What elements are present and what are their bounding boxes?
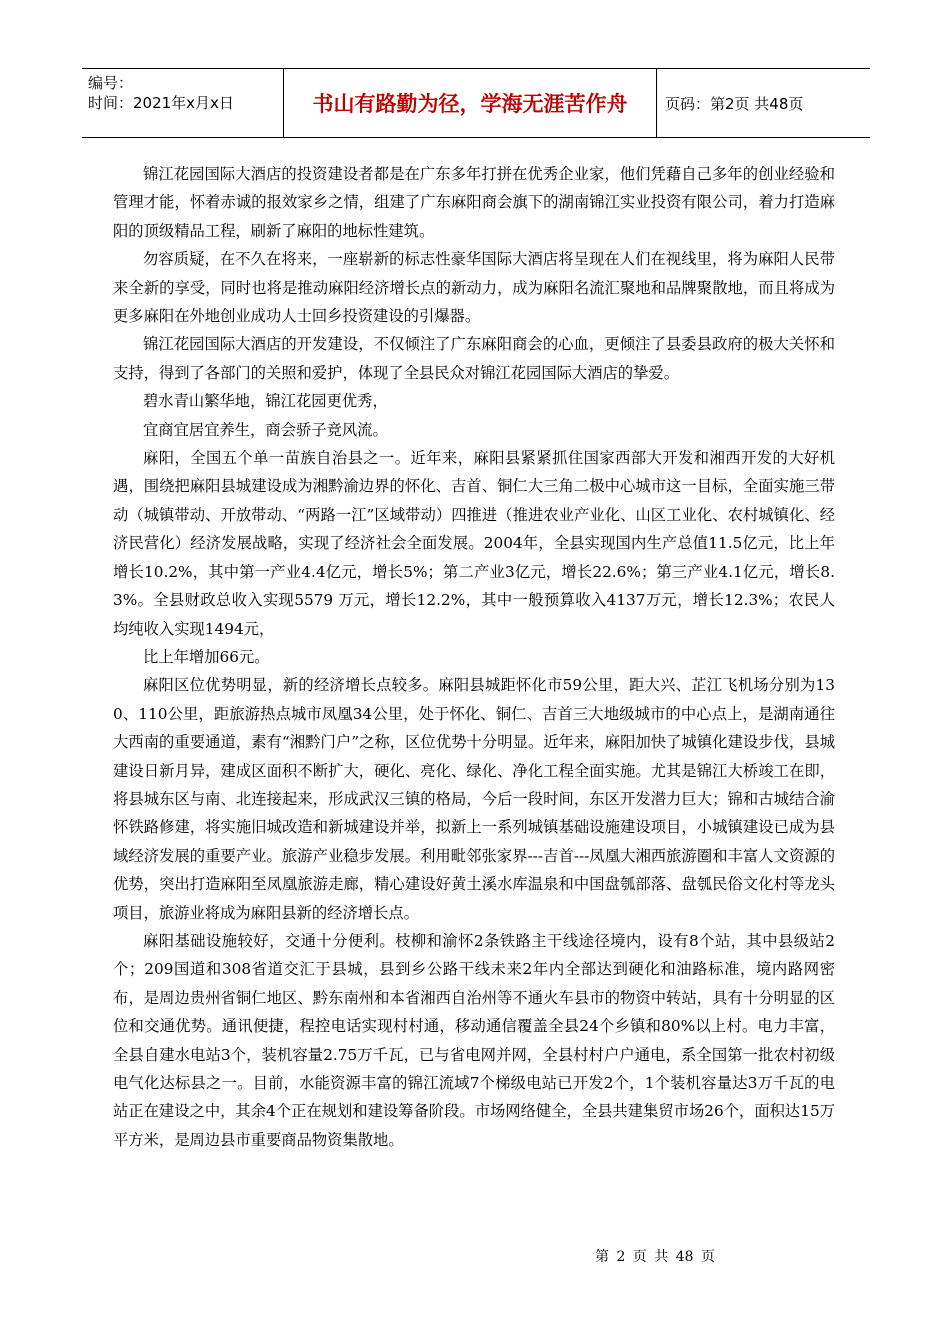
page-footer: 第 2 页 共 48 页 bbox=[595, 1249, 715, 1265]
paragraph: 麻阳，全国五个单一苗族自治县之一。近年来，麻阳县紧紧抓住国家西部大开发和湘西开发的大好机遇，围绕把麻阳县城建设成为湘黔渝边界的怀化、吉首、铜仁大三角二极中心城市这一目标，全面实施三带动（城镇带动、开放带动、“两路一江”区域带动）四推进（推进农业产业化、山区工业化、农村城镇化、经济民营化）经济发展战略，实现了经济社会全面发展。2004年，全县实现国内生产总值11.5亿元，比上年增长10.2%，其中第一产业4.4亿元，增长5%；第二产业3亿元，增长22.6%；第三产业4.1亿元，增长8.3%。全县财政总收入实现5579 万元，增长12.2%，其中一般预算收入4137万元，增长12.3%；农民人均纯收入实现1494元， bbox=[113, 449, 835, 638]
motto: 书山有路勤为径，学海无涯苦作舟 bbox=[284, 69, 657, 137]
paragraph: 麻阳区位优势明显，新的经济增长点较多。麻阳县城距怀化市59公里，距大兴、芷江飞机场分别为130、110公里，距旅游热点城市凤凰34公里，处于怀化、铜仁、吉首三大地级城市的中心点上，是湖南通往大西南的重要通道，素有“湘黔门户”之称，区位优势十分明显。近年来，麻阳加快了城镇化建设步伐，县城建设日新月异，建成区面积不断扩大，硬化、亮化、绿化、净化工程全面实施。尤其是锦江大桥竣工在即，将县城东区与南、北连接起来，形成武汉三镇的格局，今后一段时间，东区开发潜力巨大；锦和古城结合渝怀铁路修建，将实施旧城改造和新城建设并举，拟新上一系列城镇基础设施建设项目，小城镇建设已成为县域经济发展的重要产业。旅游产业稳步发展。利用毗邻张家界---吉首---凤凰大湘西旅游圈和丰富人文资源的优势，突出打造麻阳至凤凰旅游走廊，精心建设好黄土溪水库温泉和中国盘瓠部落、盘瓠民俗文化村等龙头项目，旅游业将成为麻阳县新的经济增长点。 bbox=[113, 676, 835, 922]
paragraph: 麻阳基础设施较好，交通十分便利。枝柳和渝怀2条铁路主干线途径境内，设有8个站，其中县级站2个；209国道和308省道交汇于县城，县到乡公路干线未来2年内全部达到硬化和油路标准，境内路网密布，是周边贵州省铜仁地区、黔东南州和本省湘西自治州等不通火车县市的物资中转站，具有十分明显的区位和交通优势。通讯便捷，程控电话实现村村通，移动通信覆盖全县24个乡镇和80%以上村。电力丰富，全县自建水电站3个，装机容量2.75万千瓦，已与省电网并网，全县村村户户通电，系全国第一批农村初级电气化达标县之一。目前，水能资源丰富的锦江流域7个梯级电站已开发2个，1个装机容量达3万千瓦的电站正在建设之中，其余4个正在规划和建设筹备阶段。市场网络健全，全县共建集贸市场26个，面积达15万平方米，是周边县市重要商品物资集散地。 bbox=[113, 931, 835, 1149]
header-meta-cell bbox=[82, 69, 284, 137]
time-label: 时间：2021年x月x日 bbox=[88, 94, 234, 112]
paragraph: 锦江花园国际大酒店的开发建设，不仅倾注了广东麻阳商会的心血，更倾注了县委县政府的极大关怀和支持，得到了各部门的关照和爱护，体现了全县民众对锦江花园国际大酒店的挚爱。 bbox=[113, 335, 835, 382]
poem-line: 碧水青山繁华地，锦江花园更优秀， bbox=[143, 392, 388, 411]
number-label: 编号： bbox=[88, 74, 134, 92]
document-body bbox=[113, 160, 835, 1154]
poem-line: 宜商宜居宜养生，商会骄子竞风流。 bbox=[143, 420, 388, 439]
paragraph: 比上年增加66元。 bbox=[143, 647, 270, 666]
page-label: 页码：第2页 共48页 bbox=[665, 94, 804, 113]
paragraph: 锦江花园国际大酒店的投资建设者都是在广东多年打拼在优秀企业家，他们凭藉自己多年的创业经验和管理才能，怀着赤诚的报效家乡之情，组建了广东麻阳商会旗下的湖南锦江实业投资有限公司，着力打造麻阳的顶级精品工程，刷新了麻阳的地标性建筑。 bbox=[113, 165, 835, 240]
paragraph: 勿容质疑，在不久在将来，一座崭新的标志性豪华国际大酒店将呈现在人们在视线里，将为麻阳人民带来全新的享受，同时也将是推动麻阳经济增长点的新动力，成为麻阳名流汇聚地和品牌聚散地，而且将成为更多麻阳在外地创业成功人士回乡投资建设的引爆器。 bbox=[113, 250, 835, 326]
document-header bbox=[82, 68, 870, 138]
